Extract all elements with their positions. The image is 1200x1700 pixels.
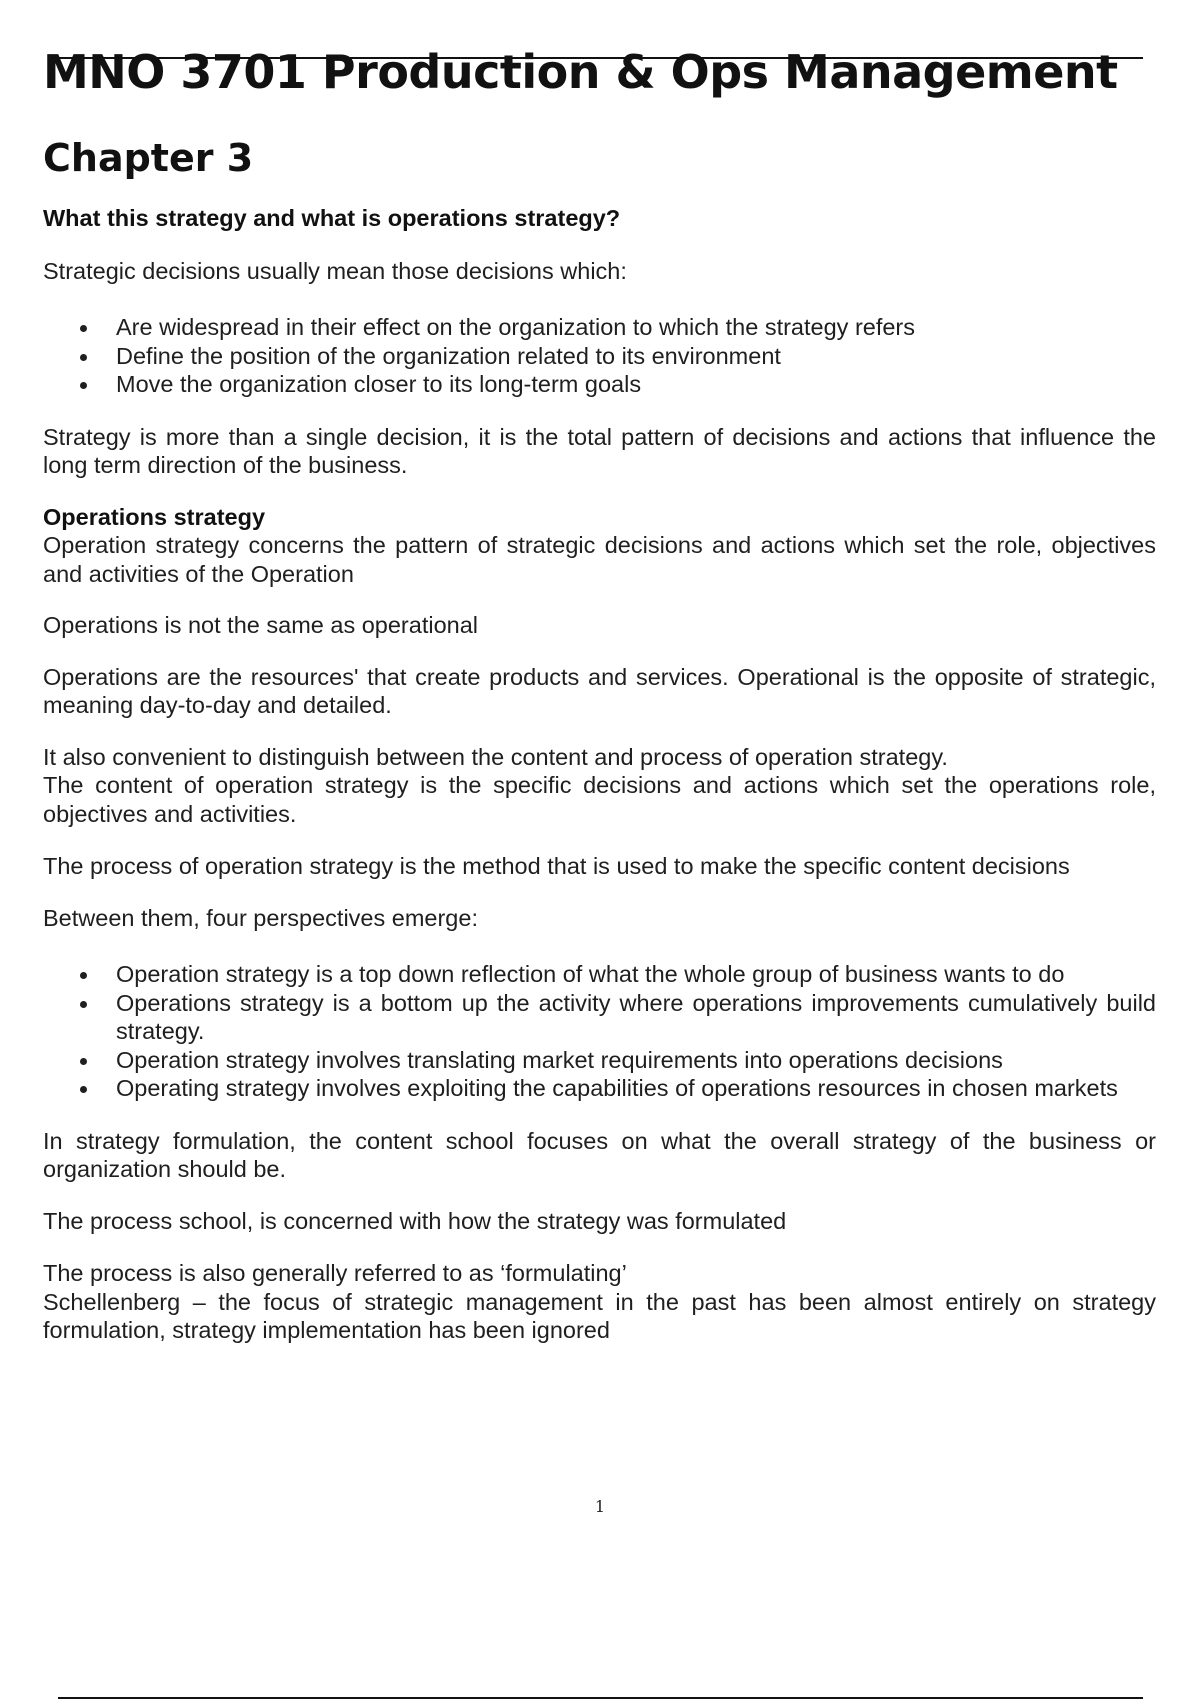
content-school-paragraph: In strategy formulation, the content school focuses on what the overall strategy of the business or organization should be. bbox=[43, 1127, 1156, 1182]
perspectives-list bbox=[43, 960, 1156, 1103]
list-item: Operation strategy involves translating market requirements into operations decisions bbox=[43, 1046, 1156, 1075]
list-item: Operating strategy involves exploiting the capabilities of operations resources in chosen markets bbox=[43, 1074, 1156, 1103]
list-item: Operation strategy is a top down reflection of what the whole group of business wants to do bbox=[43, 960, 1156, 989]
process-definition-paragraph: The process of operation strategy is the method that is used to make the specific content decisions bbox=[43, 853, 1070, 879]
footer-rule bbox=[58, 1697, 1143, 1699]
list-item: Define the position of the organization related to its environment bbox=[43, 342, 1156, 371]
operations-definition: Operation strategy concerns the pattern of strategic decisions and actions which set the role, objectives and activities of the Operation bbox=[43, 532, 1156, 587]
operations-strategy-heading: Operations strategy bbox=[43, 503, 266, 530]
formulating-paragraph: The process is also generally referred to as ‘formulating’ bbox=[43, 1260, 627, 1286]
schellenberg-paragraph: Schellenberg – the focus of strategic management in the past has been almost entirely on strategy formulation, strategy implementation has been ignored bbox=[43, 1288, 1156, 1343]
strategic-decisions-list bbox=[43, 313, 1156, 399]
content-process-paragraph: It also convenient to distinguish between the content and process of operation strategy. bbox=[43, 743, 948, 770]
document-body bbox=[43, 204, 1156, 1345]
document-title: MNO 3701 Production & Ops Management bbox=[43, 45, 1118, 99]
list-item: Operations strategy is a bottom up the activity where operations improvements cumulatively build strategy. bbox=[43, 989, 1156, 1046]
strategy-definition: Strategy is more than a single decision, it is the total pattern of decisions and actions that influence the long term direction of the business. bbox=[43, 423, 1156, 478]
question-heading: What this strategy and what is operations strategy? bbox=[43, 205, 621, 231]
content-definition-paragraph: The content of operation strategy is the specific decisions and actions which set the operations role, objectives and activities. bbox=[43, 772, 1156, 827]
list-item: Move the organization closer to its long-term goals bbox=[43, 370, 1156, 399]
chapter-heading: Chapter 3 bbox=[43, 136, 254, 180]
process-school-paragraph: The process school, is concerned with how the strategy was formulated bbox=[43, 1207, 787, 1234]
page-number: 1 bbox=[594, 1497, 606, 1516]
operations-not-operational: Operations is not the same as operational bbox=[43, 612, 479, 638]
perspectives-intro: Between them, four perspectives emerge: bbox=[43, 904, 478, 931]
list-item: Are widespread in their effect on the organization to which the strategy refers bbox=[43, 313, 1156, 342]
operations-resources-paragraph: Operations are the resources' that create products and services. Operational is the opposite of strategic, meaning day-to-day and detailed. bbox=[43, 663, 1156, 718]
intro-paragraph: Strategic decisions usually mean those decisions which: bbox=[43, 257, 627, 284]
